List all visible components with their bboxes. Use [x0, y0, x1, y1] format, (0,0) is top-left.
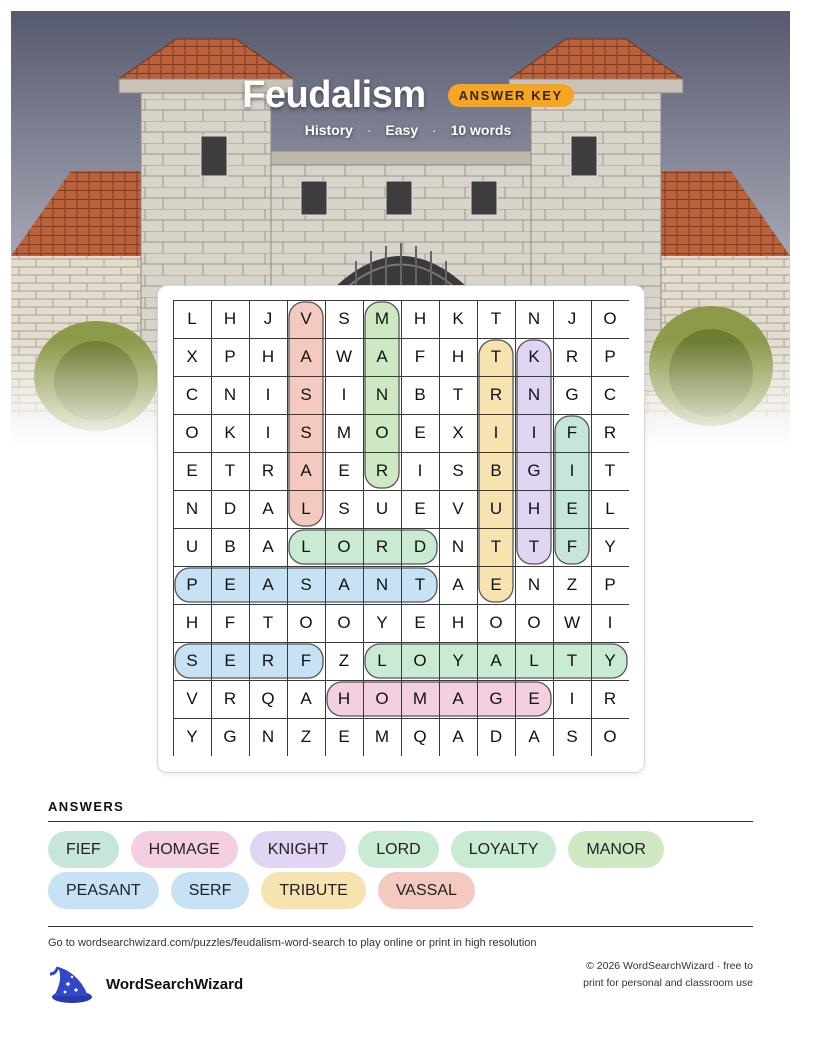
grid-cell: X — [452, 423, 464, 442]
grid-cell: B — [490, 461, 502, 480]
grid-cell: Q — [413, 727, 427, 746]
grid-cell: R — [489, 385, 503, 404]
grid-cell: N — [527, 385, 541, 404]
grid-cell: D — [489, 727, 503, 746]
puzzle-meta — [0, 122, 816, 138]
grid-cell: I — [569, 689, 575, 708]
grid-cell: T — [566, 651, 578, 670]
grid-cell: S — [300, 575, 312, 594]
grid-cell: U — [185, 537, 199, 556]
grid-cell: Y — [604, 537, 616, 556]
grid-cell: R — [603, 689, 617, 708]
grid-cell: I — [265, 385, 271, 404]
grid-cell: Y — [376, 613, 388, 632]
grid-cell: I — [531, 423, 537, 442]
grid-cell: O — [185, 423, 199, 442]
grid-cell: Q — [261, 689, 275, 708]
grid-cell: Y — [452, 651, 464, 670]
grid-cell: L — [301, 537, 311, 556]
answer-pill: LORD — [358, 831, 438, 868]
grid-cell: O — [603, 309, 617, 328]
grid-cell: E — [338, 461, 350, 480]
grid-cell: B — [414, 385, 426, 404]
grid-cell: R — [565, 347, 579, 366]
answer-pill: VASSAL — [378, 872, 475, 909]
grid-cell: K — [224, 423, 236, 442]
grid-cell: L — [377, 651, 387, 670]
grid-cell: H — [185, 613, 199, 632]
grid-cell: A — [452, 689, 464, 708]
grid-cell: X — [186, 347, 198, 366]
grid-cell: M — [336, 423, 352, 442]
separator-dot: · — [432, 122, 437, 138]
grid-cell: A — [452, 575, 464, 594]
brand — [48, 964, 243, 1004]
grid-cell: D — [413, 537, 427, 556]
answer-pill: MANOR — [568, 831, 664, 868]
grid-cell: O — [337, 613, 351, 632]
grid-cell: A — [300, 347, 312, 366]
grid-cell: A — [376, 347, 388, 366]
footer-url-text: Go to wordsearchwizard.com/puzzles/feudalism-word-search to play online or print in high resolution — [48, 937, 537, 949]
grid-cell: A — [262, 575, 274, 594]
grid-cell: C — [603, 385, 617, 404]
grid-cell: V — [300, 309, 312, 328]
grid-cell: E — [186, 461, 198, 480]
grid-cell: E — [224, 575, 236, 594]
grid-cell: R — [261, 651, 275, 670]
grid-cell: F — [414, 347, 426, 366]
answer-pill: FIEF — [48, 831, 119, 868]
grid-cell: R — [261, 461, 275, 480]
grid-cell: U — [375, 499, 389, 518]
grid-cell: V — [452, 499, 464, 518]
grid-cell: E — [414, 423, 426, 442]
divider — [48, 926, 753, 927]
answer-pill: HOMAGE — [131, 831, 238, 868]
word-count-label: 10 words — [450, 122, 512, 138]
grid-cell: P — [186, 575, 198, 594]
grid-cell: L — [187, 309, 197, 328]
grid-cell: T — [452, 385, 464, 404]
grid-cell: J — [567, 309, 577, 328]
grid-cell: T — [224, 461, 236, 480]
grid-cell: E — [414, 613, 426, 632]
grid-cell: G — [223, 727, 237, 746]
grid-cell: Y — [604, 651, 616, 670]
grid-cell: A — [490, 651, 502, 670]
grid-cell: L — [301, 499, 311, 518]
grid-cell: S — [566, 727, 578, 746]
separator-dot: · — [366, 122, 372, 138]
grid-cell: T — [490, 309, 502, 328]
grid-cell: I — [493, 423, 499, 442]
grid-cell: T — [528, 537, 540, 556]
grid-cell: N — [527, 309, 541, 328]
answer-pill: SERF — [171, 872, 250, 909]
grid-cell: F — [566, 537, 578, 556]
grid-cell: V — [186, 689, 198, 708]
grid-cell: W — [335, 347, 353, 366]
grid-cell: R — [375, 537, 389, 556]
grid-cell: N — [451, 537, 465, 556]
grid-cell: H — [223, 309, 237, 328]
grid-cell: E — [224, 651, 236, 670]
grid-cell: G — [489, 689, 503, 708]
word-grid-container — [173, 300, 629, 756]
answer-key-badge: ANSWER KEY — [448, 84, 574, 107]
grid-cell: T — [414, 575, 426, 594]
grid-cell: U — [489, 499, 503, 518]
grid-cell: I — [265, 423, 271, 442]
wizard-hat-icon — [48, 964, 92, 1004]
grid-cell: A — [262, 499, 274, 518]
copyright-text: © 2026 WordSearchWizard · free to print for personal and classroom use — [583, 960, 753, 989]
grid-cell: N — [261, 727, 275, 746]
grid-cell: N — [527, 575, 541, 594]
grid-cell: N — [375, 575, 389, 594]
grid-cell: F — [566, 423, 578, 442]
grid-cell: A — [262, 537, 274, 556]
grid-cell: S — [300, 423, 312, 442]
subject-label: History — [304, 122, 353, 138]
grid-cell: H — [451, 613, 465, 632]
grid-cell: C — [185, 385, 199, 404]
grid-cell: E — [338, 727, 350, 746]
grid-cell: S — [300, 385, 312, 404]
grid-cell: N — [185, 499, 199, 518]
grid-cell: B — [224, 537, 236, 556]
answer-pill: KNIGHT — [250, 831, 346, 868]
grid-cell: G — [527, 461, 541, 480]
grid-cell: K — [528, 347, 540, 366]
grid-cell: M — [374, 727, 390, 746]
grid-cell: P — [604, 347, 616, 366]
grid-cell: O — [299, 613, 313, 632]
grid-cell: K — [452, 309, 464, 328]
answer-pill: TRIBUTE — [261, 872, 365, 909]
answer-pill: LOYALTY — [451, 831, 557, 868]
grid-cell: J — [263, 309, 273, 328]
grid-cell: E — [490, 575, 502, 594]
grid-cell: A — [528, 727, 540, 746]
grid-cell: Z — [566, 575, 578, 594]
grid-cell: Z — [338, 651, 350, 670]
grid-cell: N — [223, 385, 237, 404]
divider — [48, 821, 753, 822]
grid-cell: H — [451, 347, 465, 366]
grid-cell: A — [452, 727, 464, 746]
grid-cell: R — [375, 461, 389, 480]
grid-cell: G — [565, 385, 579, 404]
grid-cell: S — [186, 651, 198, 670]
grid-cell: P — [224, 347, 236, 366]
grid-cell: T — [490, 537, 502, 556]
title-row — [0, 70, 816, 120]
grid-cell: E — [566, 499, 578, 518]
grid-cell: A — [300, 461, 312, 480]
grid-cell: T — [262, 613, 274, 632]
difficulty-label: Easy — [385, 122, 419, 138]
grid-cell: L — [605, 499, 615, 518]
grid-cell: E — [528, 689, 540, 708]
grid-cell: I — [341, 385, 347, 404]
grid-cell: R — [603, 423, 617, 442]
grid-cell: H — [261, 347, 275, 366]
answer-pill: PEASANT — [48, 872, 159, 909]
grid-cell: S — [338, 499, 350, 518]
brand-name: WordSearchWizard — [106, 975, 244, 993]
grid-cell: T — [604, 461, 616, 480]
answers-heading: ANSWERS — [48, 799, 125, 814]
grid-cell: A — [338, 575, 350, 594]
grid-cell: M — [412, 689, 428, 708]
grid-cell: A — [300, 689, 312, 708]
grid-cell: R — [223, 689, 237, 708]
grid-cell: I — [569, 461, 575, 480]
grid-cell: F — [300, 651, 312, 670]
grid-cell: E — [414, 499, 426, 518]
grid-cell: O — [603, 727, 617, 746]
grid-cell: O — [375, 689, 389, 708]
grid-cell: P — [604, 575, 616, 594]
grid-cell: I — [417, 461, 423, 480]
letter-grid — [173, 300, 629, 756]
grid-cell: L — [529, 651, 539, 670]
grid-cell: T — [490, 347, 502, 366]
grid-cell: O — [413, 651, 427, 670]
grid-cell: N — [375, 385, 389, 404]
grid-cell: O — [337, 537, 351, 556]
grid-cell: W — [563, 613, 581, 632]
grid-cell: D — [223, 499, 237, 518]
grid-cell: Y — [186, 727, 198, 746]
grid-cell: S — [338, 309, 350, 328]
grid-cell: H — [527, 499, 541, 518]
grid-cell: M — [374, 309, 390, 328]
grid-cell: H — [413, 309, 427, 328]
puzzle-card — [157, 285, 645, 773]
grid-cell: F — [224, 613, 236, 632]
puzzle-title: Feudalism — [242, 73, 426, 116]
grid-cell: O — [375, 423, 389, 442]
grid-cell: S — [452, 461, 464, 480]
grid-cell: O — [527, 613, 541, 632]
grid-cell: I — [607, 613, 613, 632]
answers-list — [48, 831, 753, 909]
grid-cell: O — [489, 613, 503, 632]
grid-cell: Z — [300, 727, 312, 746]
grid-cell: H — [337, 689, 351, 708]
